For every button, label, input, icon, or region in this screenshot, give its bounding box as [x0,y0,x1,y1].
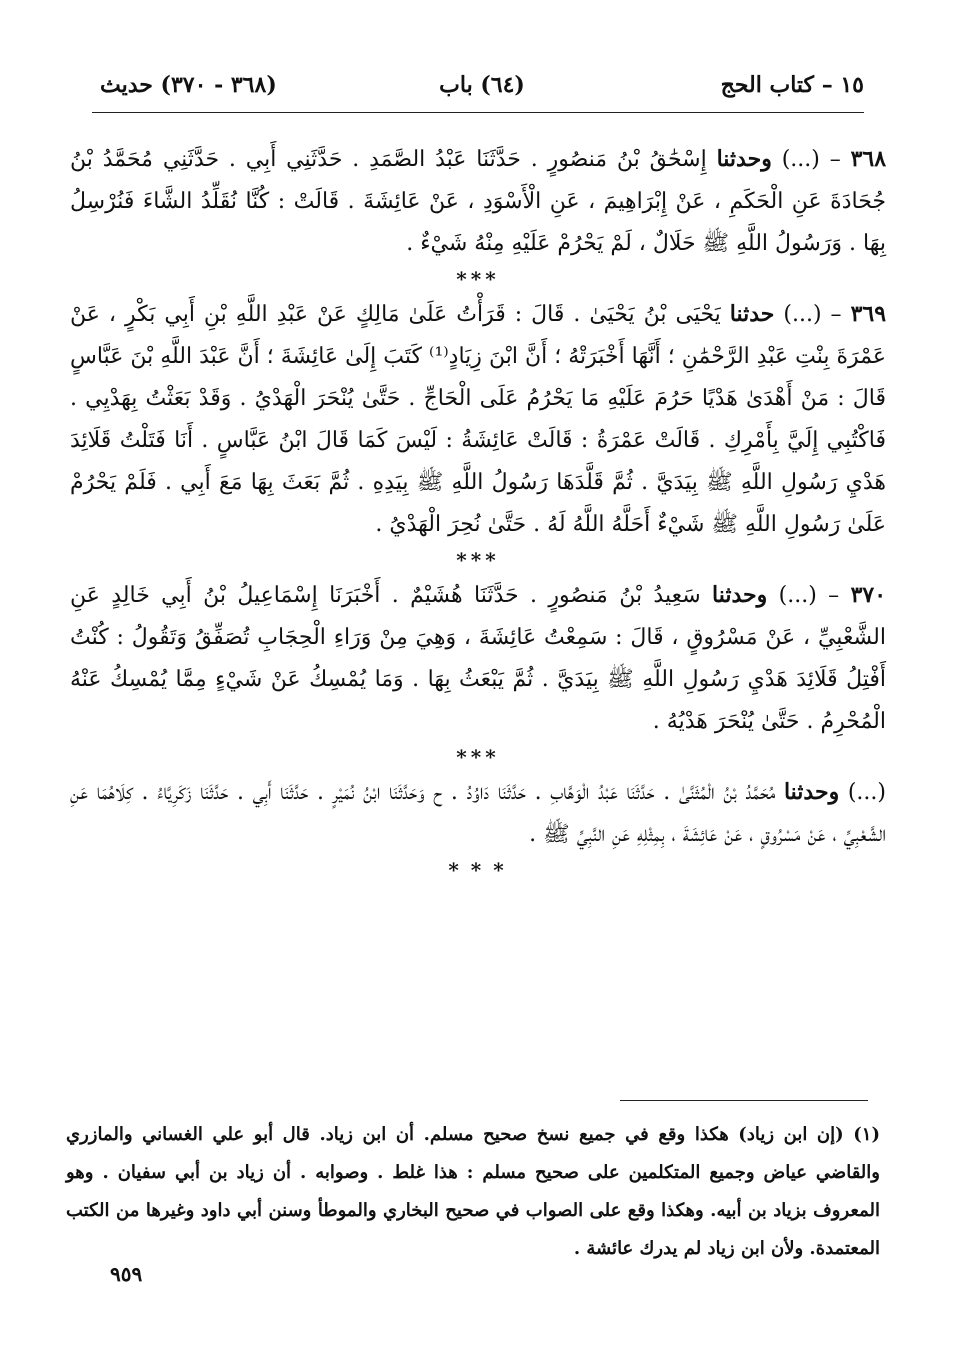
page-header [100,72,864,112]
separator: *** [456,745,500,769]
chapter-label: (٦٤) باب [439,72,525,98]
hadith-range: (٣٦٨ - ٣٧٠) حديث [100,72,277,98]
hadith-368 [70,138,886,265]
footnote: (١) (إن ابن زياد) هكذا وقع في جميع نسخ صحيح مسلم. أن ابن زياد. قال أبو علي الغساني والمازري والقاضي عياض وجميع المتكلمين على صحيح مسلم : هذا غلط . وصوابه . أن زياد بن أبي سفيان . وهو المعروف بزياد بن أبيه. وهكذا وقع على الصواب في صحيح البخاري والموطأ وسنن أبي داود وغيرها من الكتب المعتمدة. ولأن ابن زياد لم يدرك عائشة . [66,1124,880,1259]
hadith-keyword: وحدثنا [712,582,768,608]
separator: *** [456,267,500,291]
hadith-number: ٣٦٩ [850,301,887,327]
hadith-keyword: وحدثنا [716,146,772,172]
hadith-keyword: وحدثنا [783,779,840,805]
hadith-prefix: – (...) [783,302,842,327]
footnote-rule [620,1100,868,1101]
hadith-keyword: حدثنا [729,301,775,327]
hadith-text: يَحْيَى بْنُ يَحْيَىٰ . قَالَ : قَرَأْتُ عَلَىٰ مَالِكٍ عَنْ عَبْدِ اللَّهِ بْنِ أَبِي بَكْرٍ ، عَنْ عَمْرَةَ بِنْتِ عَبْدِ الرَّحْمَٰنِ ؛ أَنَّهَا أَخْبَرَتْهُ ؛ أَنَّ ابْنَ زِيَادٍ⁽¹⁾ كَتَبَ إِلَىٰ عَائِشَةَ ؛ أَنَّ عَبْدَ اللَّهِ بْنَ عَبَّاسٍ قَالَ : مَنْ أَهْدَىٰ هَدْيًا حَرُمَ عَلَيْهِ مَا يَحْرُمُ عَلَى الْحَاجِّ . حَتَّىٰ يُنْحَرَ الْهَدْيُ . وَقَدْ بَعَثْتُ بِهَدْيِي . فَاكْتُبِي إِلَيَّ بِأَمْرِكِ . قَالَتْ عَمْرَةُ : قَالَتْ عَائِشَةُ : لَيْسَ كَمَا قَالَ ابْنُ عَبَّاسٍ . أَنَا فَتَلْتُ قَلَائِدَ هَدْيِ رَسُولِ اللَّهِ ﷺ بِيَدَيَّ . ثُمَّ قَلَّدَهَا رَسُولُ اللَّهِ ﷺ بِيَدِهِ . ثُمَّ بَعَثَ بِهَا مَعَ أَبِي . فَلَمْ يَحْرُمْ عَلَىٰ رَسُولِ اللَّهِ ﷺ شَيْءٌ أَحَلَّهُ اللَّهُ لَهُ . حَتَّىٰ نُحِرَ الْهَدْيُ . [70,302,887,537]
book-title: ١٥ – كتاب الحج [720,72,864,98]
hadith-number: ٣٧٠ [850,582,887,608]
hadith-prefix: – (...) [778,583,840,608]
hadith-prefix: – (...) [781,147,841,172]
header-rule [92,112,864,113]
page-number: ٩٥٩ [110,1262,143,1286]
main-text [70,138,886,884]
hadith-370 [70,574,886,743]
separator: *** [456,548,500,572]
hadith-text: سَعِيدُ بْنُ مَنصُورٍ . حَدَّثَنَا هُشَيْمٌ . أَخْبَرَنَا إِسْمَاعِيلُ بْنُ أَبِي خَالِدٍ عَنِ الشَّعْبِيِّ ، عَنْ مَسْرُوقٍ ، قَالَ : سَمِعْتُ عَائِشَةَ ، وَهِيَ مِنْ وَرَاءِ الْحِجَابِ تُصَفِّقُ وَتَقُولُ : كُنْتُ أَفْتِلُ قَلَائِدَ هَدْيِ رَسُولِ اللَّهِ ﷺ بِيَدَيَّ . ثُمَّ يَبْعَثُ بِهَا . وَمَا يُمْسِكُ عَنْ شَيْءٍ مِمَّا يُمْسِكُ عَنْهُ الْمُحْرِمُ . حَتَّىٰ يُنْحَرَ هَدْيُهُ . [70,583,886,734]
hadith-number: ٣٦٨ [850,146,887,172]
hadith-369 [70,293,886,546]
end-mark: * * * [448,858,508,882]
hadith-370-variant [70,771,886,856]
hadith-prefix: (...) [847,780,886,805]
hadith-text: إِسْحَٰقُ بْنُ مَنصُورٍ . حَدَّثَنَا عَبْدُ الصَّمَدِ . حَدَّثَنِي أَبِي . حَدَّثَنِي مُحَمَّدُ بْنُ جُحَادَةَ عَنِ الْحَكَمِ ، عَنْ إِبْرَاهِيمَ ، عَنِ الْأَسْوَدِ ، عَنْ عَائِشَةَ . قَالَتْ : كُنَّا نُقَلِّدُ الشَّاءَ فَنُرْسِلُ بِهَا . وَرَسُولُ اللَّهِ ﷺ حَلَالٌ ، لَمْ يَحْرُمْ عَلَيْهِ مِنْهُ شَيْءٌ . [70,147,886,256]
hadith-text: مُحَمَّدُ بْنُ الْمُثَنَّىٰ . حَدَّثَنَا عَبْدُ الْوَهَّابِ . حَدَّثَنَا دَاوُدُ . ح وَحَدَّثَنَا ابْنُ نُمَيْرٍ . حَدَّثَنَا أَبِي . حَدَّثَنَا زَكَرِيَّاءُ . كِلَاهُمَا عَنِ الشَّعْبِيِّ ، عَنْ مَسْرُوقٍ ، عَنْ عَائِشَةَ ، بِمِثْلِهِ عَنِ النَّبِيِّ ﷺ . [70,780,886,847]
